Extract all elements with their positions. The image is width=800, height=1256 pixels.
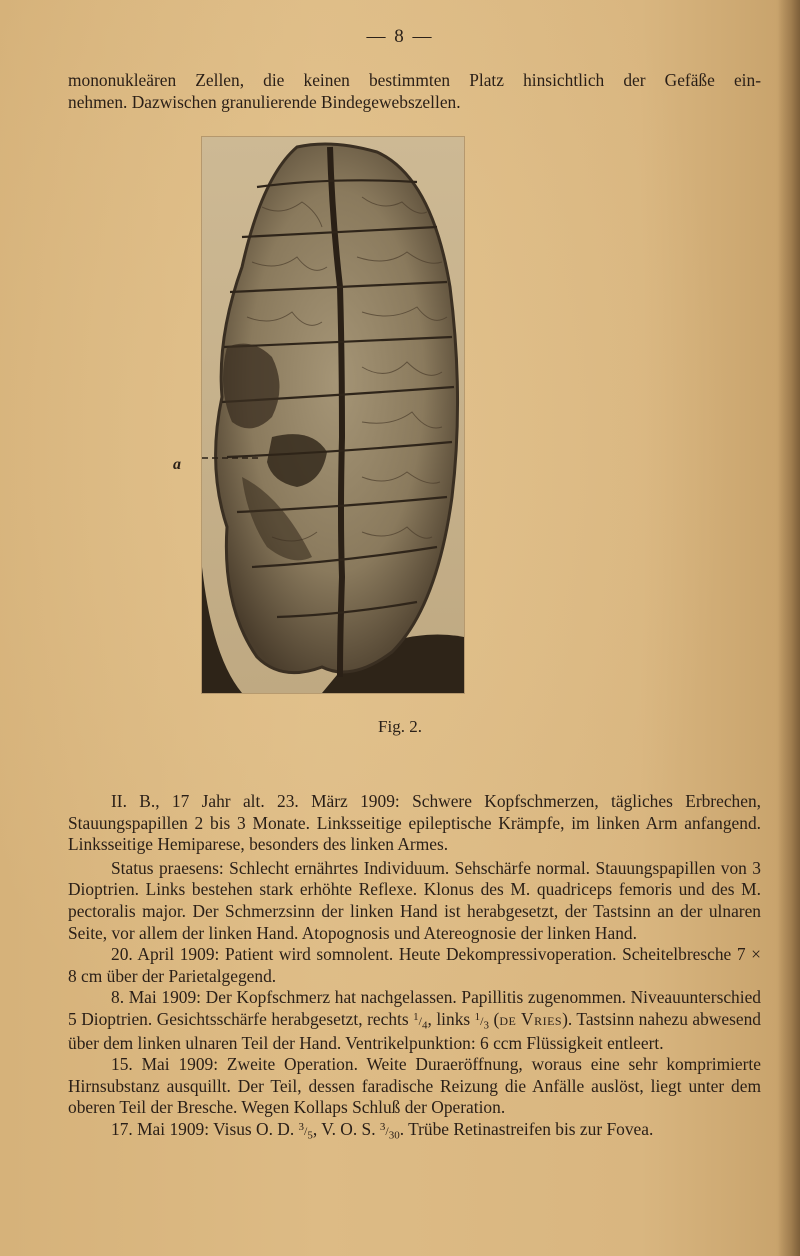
may-17-text-b: , V. O. S. <box>312 1118 380 1139</box>
figure-photo-brain <box>202 137 464 693</box>
case-paragraph-april-20: 20. April 1909: Patient wird somnolent. Heute Dekompressivoperation. Scheitelbresche 7 × 8 cm über der Parietalgegend. <box>68 944 761 986</box>
author-de-vries: de Vries <box>499 1008 563 1029</box>
case-report <box>68 791 761 1143</box>
case-paragraph-status-praesens: Status praesens: Schlecht ernährtes Individuum. Sehschärfe normal. Stauungspapillen von 3 Dioptrien. Links bestehen stark erhöhte Reflexe. Klonus des M. quadriceps femoris und des M. pectoralis major. Der Schmerzsinn der linken Hand ist herabgesetzt, der Tastsinn an der ulnaren Seite, vor allem der linken Hand. Atopognosis und Atereognosie der linken Hand. <box>68 857 761 943</box>
case-paragraph-may-8 <box>68 987 761 1054</box>
fraction-links: $^1/_3$ <box>474 1010 490 1032</box>
may-8-text-a: 8. Mai 1909: Der Kopfschmerz hat nachgelassen. Papillitis zugenommen. Niveauunterschied 5 Dioptrien. Gesichtsschärfe herabgesetzt, rechts <box>68 987 761 1029</box>
page-edge-shadow <box>778 0 800 1256</box>
may-17-text-a: 17. Mai 1909: Visus O. D. <box>111 1118 299 1139</box>
intro-line-2: nehmen. Dazwischen granulierende Bindegewebszellen. <box>68 91 461 112</box>
case-paragraph-may-15: 15. Mai 1909: Zweite Operation. Weite Duraeröffnung, woraus eine sehr komprimierte Hirnsubstanz ausquillt. Der Teil, dessen faradische Reizung die Anfälle auslöst, liegt unter dem oberen Teil der Bresche. Wegen Kollaps Schluß der Operation. <box>68 1054 761 1118</box>
fraction-rechts: $^1/_4$ <box>413 1010 428 1032</box>
fraction-vos: $^3/_{30}$ <box>379 1120 400 1142</box>
figure-marker-a: a <box>173 456 181 473</box>
may-8-text-d: ). Tastsinn nahezu abwesend über dem linken ulnaren Teil der Hand. Ventrikelpunktion: 6 ccm Flüssigkeit entleert. <box>68 1008 761 1053</box>
brain-photograph-illustration <box>202 137 464 693</box>
intro-paragraph <box>68 70 761 113</box>
intro-line-1: mononukleären Zellen, die keinen bestimmten Platz hinsichtlich der Gefäße ein- <box>68 70 761 90</box>
may-8-text-c: ( <box>489 1008 500 1029</box>
may-8-text-b: , links <box>427 1008 475 1029</box>
figure-caption: Fig. 2. <box>378 717 422 736</box>
case-paragraph-may-17 <box>68 1119 761 1143</box>
case-paragraph-history: II. B., 17 Jahr alt. 23. März 1909: Schwere Kopfschmerzen, tägliches Erbrechen, Stauungspapillen 2 bis 3 Monate. Linksseitige epileptische Krämpfe, im linken Arm anfangend. Linksseitige Hemiparese, besonders des linken Armes. <box>68 791 761 855</box>
fraction-od: $^3/_5$ <box>298 1120 313 1142</box>
page-number: — 8 — <box>366 26 434 47</box>
may-17-text-c: . Trübe Retinastreifen bis zur Fovea. <box>399 1118 654 1139</box>
